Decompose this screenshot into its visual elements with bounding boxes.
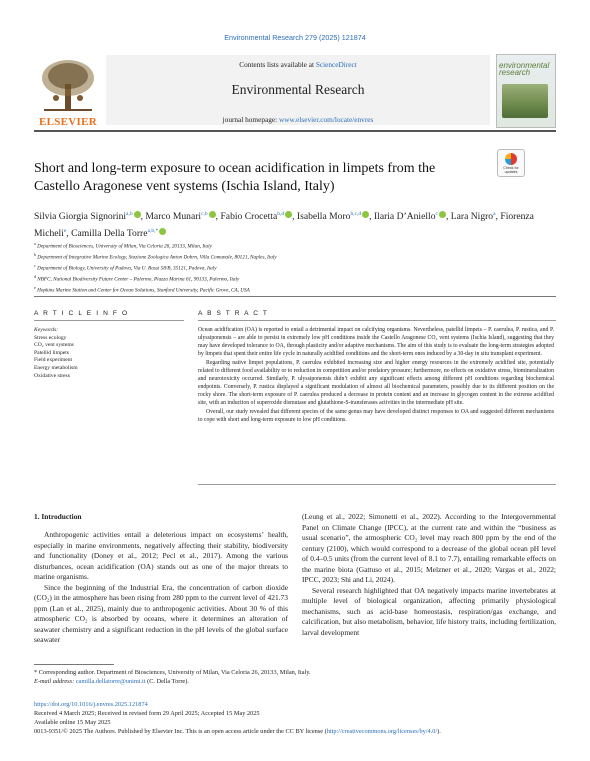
publication-info bbox=[34, 700, 564, 736]
article-info-heading: A R T I C L E I N F O bbox=[34, 310, 129, 317]
author[interactable]: Silvia Giorgia Signorini$^{a,b}$ bbox=[34, 211, 141, 222]
author[interactable]: Fiorenza Micheli$^e$ bbox=[34, 211, 534, 240]
body-paragraph: Since the beginning of the Industrial Era, the concentration of carbon dioxide (CO₂) in the atmosphere has been rising from 280 ppm to the current level of 421.73 ppm (Lan et al., 2025), mainly due to anthropogenic activities. About 30 % of this atmospheric CO₂ is absorbed by oceans, where it determines an alteration of seawater chemistry and a significant reduction in the pH levels of the global surface seawater bbox=[34, 582, 288, 644]
author[interactable]: Ilaria D’Aniello$^c$ bbox=[374, 211, 446, 222]
body-paragraph: Anthropogenic activities entail a deleterious impact on ecosystems’ health, especially in marine environments, negatively affecting their stability, biodiversity and functionality (Doney et al., 2012; Pecl et al., 2017). Among the various disturbances, ocean acidification (OA) stands out as one of the major threats to marine organisms. bbox=[34, 530, 288, 581]
author[interactable]: Lara Nigro$^a$ bbox=[450, 211, 496, 223]
introduction-heading: 1. Introduction bbox=[34, 512, 82, 521]
orcid-icon[interactable] bbox=[362, 211, 369, 218]
abstract-heading: A B S T R A C T bbox=[198, 310, 269, 317]
author-list: Silvia Giorgia Signorini$^{a,b}$ , Marco Munari$^{c,b}$ , Fabio Crocetta$^{b,d}$ , Isabella Moro$^{b,c,d}$ , Ilaria D’Aniello$^c$ , Lara Nigro$^a$, Fiorenza Micheli$^e$, Camilla Della Torre$^{a,b,*}$ bbox=[34, 211, 534, 240]
keyword: Oxidative stress bbox=[34, 372, 70, 379]
cover-title: environmental research bbox=[499, 61, 550, 77]
affiliation: $^c$ Department of Biology, University of Padova, Via U. Bassi 58/B, 35121, Padova, Italy bbox=[34, 262, 217, 272]
abstract-paragraph: Overall, our study revealed that different species of the same genus may have developed distinct responses to OA and suggested different mechanisms to cope with short and long-term exposure to low pH conditions. bbox=[198, 408, 554, 423]
check-for-updates-badge[interactable] bbox=[497, 149, 525, 177]
abstract-paragraph: Ocean acidification (OA) is reported to entail a detrimental impact on calcifying organisms. Nevertheless, patellid limpets – P. caerulea, P. rustica, and P. ulyssiponensis – are able to persist in extremely low pH conditions inside the Castello Aragonese CO₂ vent systems (Ischia Island), suggesting that they may have developed tolerance to OA, through plasticity and/or adaptive mechanisms. The aim of this study is to evaluate the long-term strategies adopted by limpets that spent their entire life cycle in naturally acidified conditions and the short-term ones induced by a 30-day in situ transplant experiment. bbox=[198, 327, 554, 358]
doi-link[interactable]: https://doi.org/10.1016/j.envres.2025.121874 bbox=[34, 701, 148, 708]
affiliations bbox=[34, 240, 554, 295]
license-link[interactable]: http://creativecommons.org/licenses/by/4.0/ bbox=[326, 728, 438, 735]
body-column-right bbox=[302, 512, 556, 638]
footnote bbox=[34, 668, 554, 686]
available-online: Available online 15 May 2025 bbox=[34, 719, 111, 726]
publisher-name: ELSEVIER bbox=[38, 116, 98, 128]
homepage-line bbox=[106, 115, 490, 124]
affiliation: $^e$ Hopkins Marine Station and Center for Ocean Solutions, Stanford University, Pacific Grove, CA, USA bbox=[34, 284, 250, 294]
homepage-link[interactable]: www.elsevier.com/locate/envres bbox=[278, 115, 374, 124]
contents-line bbox=[106, 60, 490, 69]
keyword: Patellid limpets bbox=[34, 349, 69, 356]
article-info-divider bbox=[34, 320, 184, 321]
orcid-icon[interactable] bbox=[159, 228, 166, 235]
check-updates-label: Check for updates bbox=[503, 166, 519, 174]
orcid-icon[interactable] bbox=[439, 211, 446, 218]
orcid-icon[interactable] bbox=[209, 211, 216, 218]
body-paragraph: Several research highlighted that OA negatively impacts marine invertebrates at multiple level of biological organization, affecting primarily physiological mechanisms, such as acid-base homeostasis, respiration/gas exchange, and calcification, but also metabolism, behavior, life history traits, including fertilization, larval development bbox=[302, 585, 556, 637]
corresponding-author-note: * Corresponding author. Department of Biosciences, University of Milan, Via Celoria 26, 20133, Milan, Italy. bbox=[34, 669, 311, 676]
body-paragraph: (Leung et al., 2022; Simonetti et al., 2022). According to the Intergovernmental Panel on Climate Change (IPCC), at the current rate and within the “business as usual scenario”, the atmospheric CO₂ level may reach 800 ppm by the end of the century (2100), which would correspond to a decrease of the global ocean pH level of 0.4–0.5 units (from the current level of 8.1 to 7.7), entailing remarkable effects on the marine biota (Gattuso et al., 2015; Melzner et al., 2020; Vargas et al., 2022; IPCC, 2023; Shi and Li, 2024). bbox=[302, 512, 556, 584]
orcid-icon[interactable] bbox=[285, 211, 292, 218]
email-link[interactable]: camilla.dellatorre@unimi.it bbox=[75, 678, 146, 685]
abstract-end-divider bbox=[198, 484, 556, 485]
section-divider bbox=[34, 296, 556, 297]
cover-image bbox=[502, 84, 548, 118]
footnote-divider bbox=[34, 664, 114, 665]
article-title: Short and long-term exposure to ocean acidification in limpets from the Castello Aragonese vent systems (Ischia Island, Italy) bbox=[34, 161, 436, 194]
affiliation: $^a$ Department of Biosciences, University of Milan, Via Celoria 26, 20133, Milan, Italy bbox=[34, 241, 212, 250]
sciencedirect-link[interactable]: ScienceDirect bbox=[315, 60, 357, 69]
keyword: Energy metabolism bbox=[34, 364, 78, 371]
orcid-icon[interactable] bbox=[134, 211, 141, 218]
email-suffix: (C. Della Torre). bbox=[147, 678, 189, 685]
abstract-text bbox=[198, 326, 554, 424]
keywords-block bbox=[34, 327, 184, 380]
affiliation: $^d$ NBFC, National Biodiversity Future Center – Palermo, Piazza Marina 61, 90133, Palermo, Italy bbox=[34, 273, 240, 283]
author[interactable]: Marco Munari$^{c,b}$ bbox=[145, 211, 215, 222]
license-line: 0013-9351/© 2025 The Authors. Published by Elsevier Inc. This is an open access article under the CC BY license (http://creativecommons.org/licenses/by/4.0/). bbox=[34, 728, 441, 735]
email-line bbox=[34, 677, 554, 686]
keyword: CO₂ vent systems bbox=[34, 342, 74, 349]
keyword: Stress ecology bbox=[34, 334, 67, 341]
journal-reference[interactable]: Environmental Research 279 (2025) 121874 bbox=[224, 33, 366, 42]
homepage-prefix: journal homepage: bbox=[222, 115, 279, 124]
contents-prefix: Contents lists available at bbox=[239, 60, 316, 69]
abstract-paragraph: Regarding native limpet populations, P. caerulea exhibited increasing size and higher energy resources in the extremely acidified site, potentially related to different food availability or to reduction in competition and/or predatory pressure; furthermore, no effects on oxidative stress, biomineralization and neurotoxicity occurred. Similarly, P. ulyssiponensis didn’t exhibit any significant effects among different pH conditions regarding biochemical endpoints. Conversely, P. rustica displayed a significant modulation of almost all biochemical parameters, possibly due to its different position on the rocky shore. The short-term exposure of P. caerulea produced a decrease in protein content and an increase in glycogen content in the extreme acidified site, with an induction of superoxide dismutase and glutathione-S-transferases activities in the intermediate pH site. bbox=[198, 359, 554, 407]
author[interactable]: Fabio Crocetta$^{b,d}$ bbox=[220, 211, 292, 222]
keywords-label: Keywords: bbox=[34, 327, 59, 333]
abstract-divider bbox=[198, 320, 556, 321]
body-column-left bbox=[34, 530, 288, 646]
author[interactable]: Isabella Moro$^{b,c,d}$ bbox=[297, 211, 369, 222]
affiliation: $^b$ Department of Integrative Marine Ecology, Stazione Zoologica Anton Dohrn, Villa Comunale, 80121, Naples, Italy bbox=[34, 251, 277, 261]
author[interactable]: Camilla Della Torre$^{a,b,*}$ bbox=[71, 228, 166, 239]
received-dates: Received 4 March 2025; Received in revised form 29 April 2025; Accepted 15 May 2025 bbox=[34, 710, 260, 717]
email-label: E-mail address: bbox=[34, 678, 75, 685]
journal-title: Environmental Research bbox=[231, 82, 365, 97]
keyword: Field experiment bbox=[34, 357, 73, 364]
check-updates-icon bbox=[505, 153, 517, 165]
